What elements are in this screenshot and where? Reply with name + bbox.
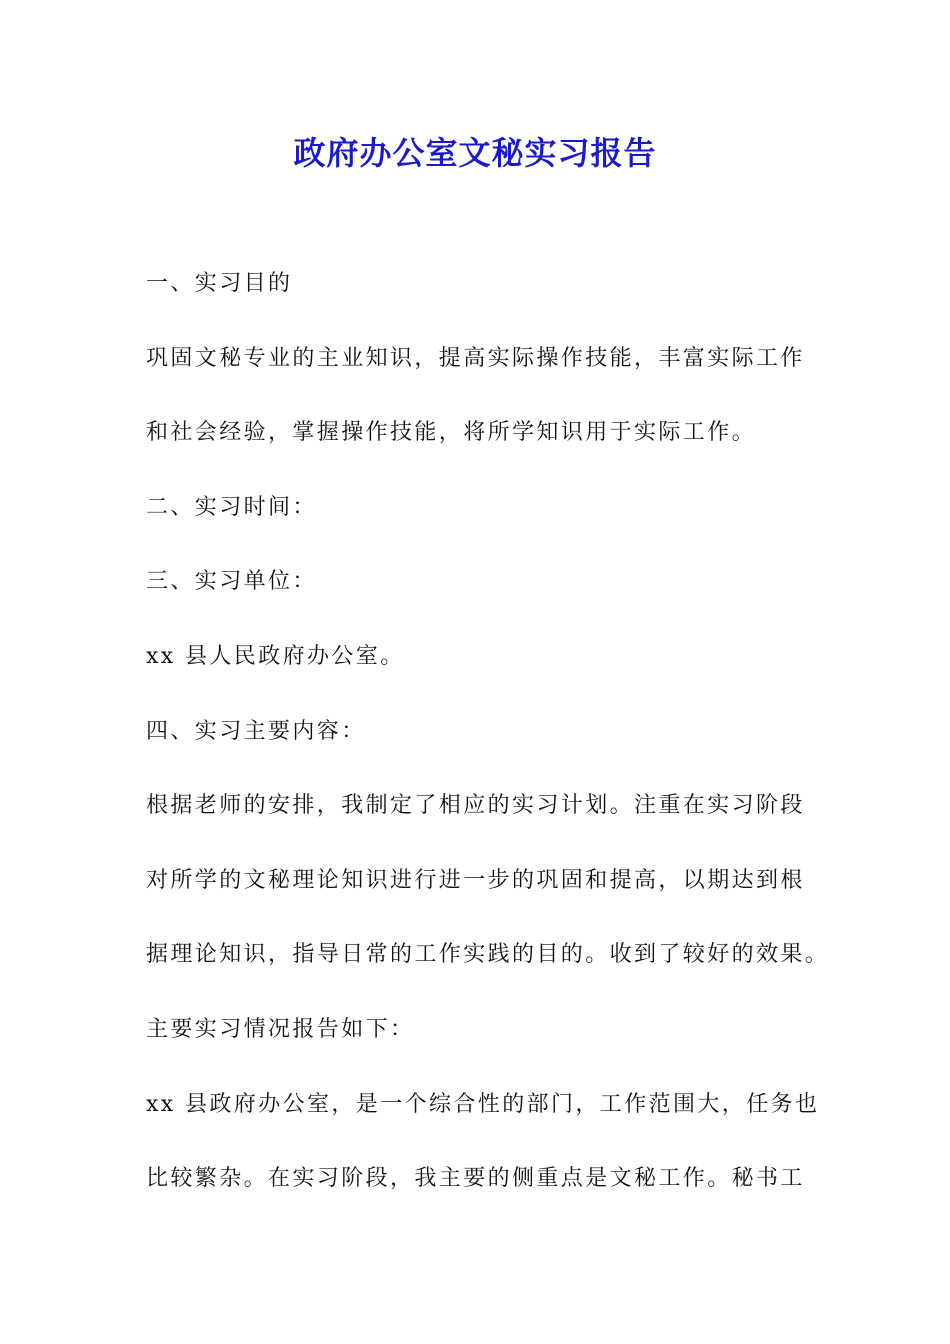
document-body bbox=[146, 258, 830, 1228]
section-heading-purpose: 一、实习目的 bbox=[146, 271, 293, 296]
section-heading-content: 四、实习主要内容： bbox=[146, 718, 366, 744]
document-title: 政府办公室文秘实习报告 bbox=[293, 134, 657, 172]
paragraph-line: 主要实习情况报告如下： bbox=[146, 1016, 415, 1042]
paragraph-line: xx 县人民政府办公室。 bbox=[146, 643, 405, 669]
paragraph-line: 据理论知识，指导日常的工作实践的目的。收到了较好的效果。 bbox=[146, 942, 830, 968]
paragraph-line: 对所学的文秘理论知识进行进一步的巩固和提高，以期达到根 bbox=[146, 867, 805, 893]
paragraph-line: 和社会经验，掌握操作技能，将所学知识用于实际工作。 bbox=[146, 420, 757, 446]
paragraph-line: 巩固文秘专业的主业知识，提高实际操作技能，丰富实际工作 bbox=[146, 345, 805, 371]
section-heading-unit: 三、实习单位： bbox=[146, 569, 317, 595]
section-heading-time: 二、实习时间： bbox=[146, 494, 317, 520]
paragraph-line: xx 县政府办公室，是一个综合性的部门，工作范围大，任务也 bbox=[146, 1091, 820, 1117]
paragraph-line: 根据老师的安排，我制定了相应的实习计划。注重在实习阶段 bbox=[146, 793, 805, 819]
paragraph-line: 比较繁杂。在实习阶段，我主要的侧重点是文秘工作。秘书工 bbox=[146, 1166, 805, 1192]
